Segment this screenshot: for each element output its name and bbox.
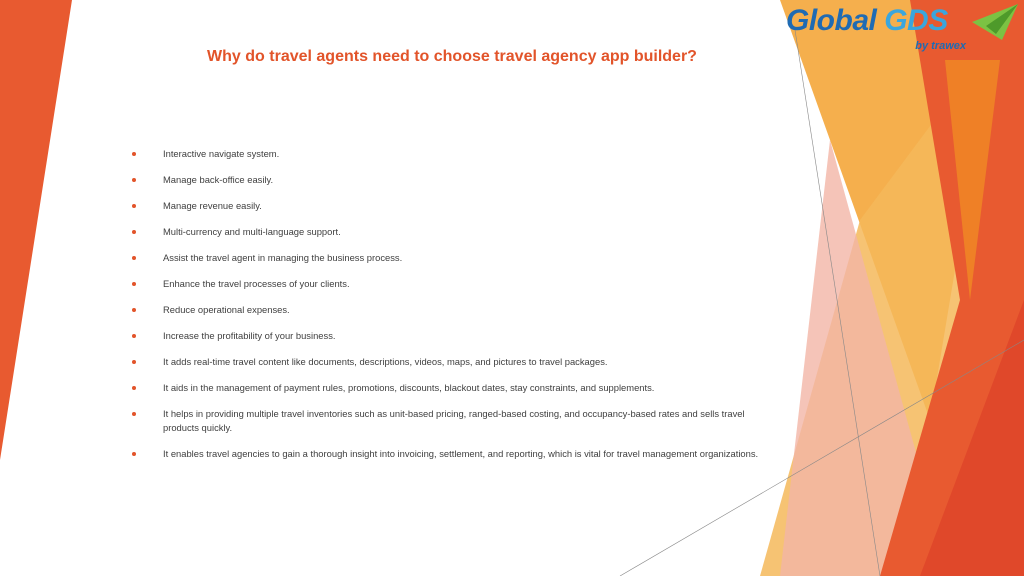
logo-tagline: by trawex [915,40,966,52]
bullet-dot-icon [132,334,136,338]
bullet-item [132,447,782,461]
bullet-item [132,355,782,369]
bullet-item [132,329,782,343]
bullet-text: Assist the travel agent in managing the business process. [163,252,403,263]
bullet-dot-icon [132,204,136,208]
logo-word-global: Global [786,4,877,37]
bullet-dot-icon [132,230,136,234]
bullet-dot-icon [132,178,136,182]
bullet-text: It aids in the management of payment rules, promotions, discounts, blackout dates, stay constraints, and supplements. [163,382,655,393]
bullet-dot-icon [132,308,136,312]
bullet-dot-icon [132,412,136,416]
slide-title: Why do travel agents need to choose travel agency app builder? [207,48,697,65]
bullet-item [132,277,782,291]
feature-bullet-list [132,147,782,473]
bullet-text: Manage revenue easily. [163,200,262,211]
bullet-text: Multi-currency and multi-language support. [163,226,341,237]
bullet-dot-icon [132,452,136,456]
bullet-dot-icon [132,282,136,286]
bullet-dot-icon [132,360,136,364]
bullet-text: Interactive navigate system. [163,148,280,159]
logo-word-gds: GDS [884,4,948,37]
logo-text [786,4,948,38]
bullet-text: Manage back-office easily. [163,174,274,185]
bullet-text: It adds real-time travel content like documents, descriptions, videos, maps, and pictures to travel packages. [163,356,608,367]
bullet-item [132,303,782,317]
bullet-text: Reduce operational expenses. [163,304,290,315]
bullet-dot-icon [132,256,136,260]
bullet-dot-icon [132,386,136,390]
bullet-item [132,199,782,213]
bullet-item [132,225,782,239]
paper-plane-icon [972,4,1018,42]
bullet-item [132,147,782,161]
bullet-text: Increase the profitability of your business. [163,330,336,341]
bullet-dot-icon [132,152,136,156]
bullet-text: Enhance the travel processes of your clients. [163,278,350,289]
bullet-text: It helps in providing multiple travel inventories such as unit-based pricing, ranged-based costing, and occupancy-based rates and sells travel products quickly. [163,408,745,433]
bullet-item [132,407,782,435]
bullet-item [132,251,782,265]
bullet-text: It enables travel agencies to gain a thorough insight into invoicing, settlement, and reporting, which is vital for travel management organizations. [163,448,759,459]
left-stripe-shape [0,0,72,460]
bullet-item [132,173,782,187]
bullet-item [132,381,782,395]
